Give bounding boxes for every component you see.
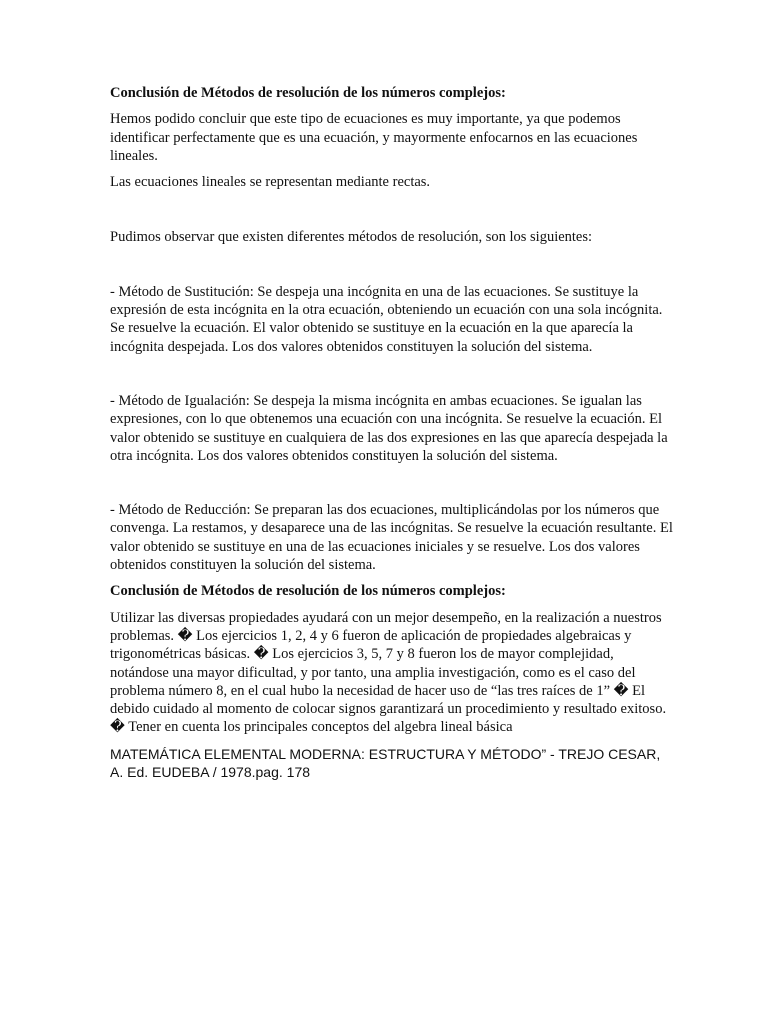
- section1-heading: Conclusión de Métodos de resolución de los números complejos:: [110, 85, 506, 101]
- bibliographic-reference: MATEMÁTICA ELEMENTAL MODERNA: ESTRUCTURA Y MÉTODO” - TREJO CESAR, A. Ed. EUDEBA / 1978.pag. 178: [110, 745, 661, 781]
- section2-paragraph: Utilizar las diversas propiedades ayudará con un mejor desempeño, en la realización a nuestros problemas. � Los ejercicios 1, 2, 4 y 6 fueron de aplicación de propiedades algebraicas y trigonométricas básicas. � Los ejercicios 3, 5, 7 y 8 fueron los de mayor complejidad, notándose una mayor dificultad, y por tanto, una amplia investigación, como es el caso del problema número 8, en el cual hubo la necesidad de hacer uso de “las tres raíces de 1” � El debido cuidado al momento de colocar signos garantizará un procedimiento y resultado exitoso. � Tener en cuenta los principales conceptos del algebra lineal básica: [110, 609, 667, 736]
- section1-paragraph-1: Hemos podido concluir que este tipo de ecuaciones es muy importante, ya que podemos identificar perfectamente que es una ecuación, y mayormente enfocarnos en las ecuaciones lineales.: [110, 111, 638, 164]
- section1-paragraph-2: Las ecuaciones lineales se representan mediante rectas.: [110, 174, 431, 191]
- section2-heading: Conclusión de Métodos de resolución de los números complejos:: [110, 583, 506, 600]
- methods-intro: Pudimos observar que existen diferentes métodos de resolución, son los siguientes:: [110, 229, 593, 246]
- document-page: [110, 84, 676, 781]
- method-igualacion: - Método de Igualación: Se despeja la misma incógnita en ambas ecuaciones. Se igualan las expresiones, con lo que obtenemos una ecuación con una incógnita. Se resuelve la ecuación. El valor obtenido se sustituye en cualquiera de las dos expresiones en las que aparecía despejada la otra incógnita. Los dos valores obtenidos constituyen la solución del sistema.: [110, 392, 668, 464]
- method-sustitucion: - Método de Sustitución: Se despeja una incógnita en una de las ecuaciones. Se sustituye la expresión de esta incógnita en la otra ecuación, obteniendo un ecuación con una sola incógnita. Se resuelve la ecuación. El valor obtenido se sustituye en la ecuación en la que aparecía la incógnita despejada. Los dos valores obtenidos constituyen la solución del sistema.: [110, 283, 663, 355]
- method-reduccion: - Método de Reducción: Se preparan las dos ecuaciones, multiplicándolas por los números que convenga. La restamos, y desaparece una de las incógnitas. Se resuelve la ecuación resultante. El valor obtenido se sustituye en una de las ecuaciones iniciales y se resuelve. Los dos valores obtenidos constituyen la solución del sistema.: [110, 502, 673, 574]
